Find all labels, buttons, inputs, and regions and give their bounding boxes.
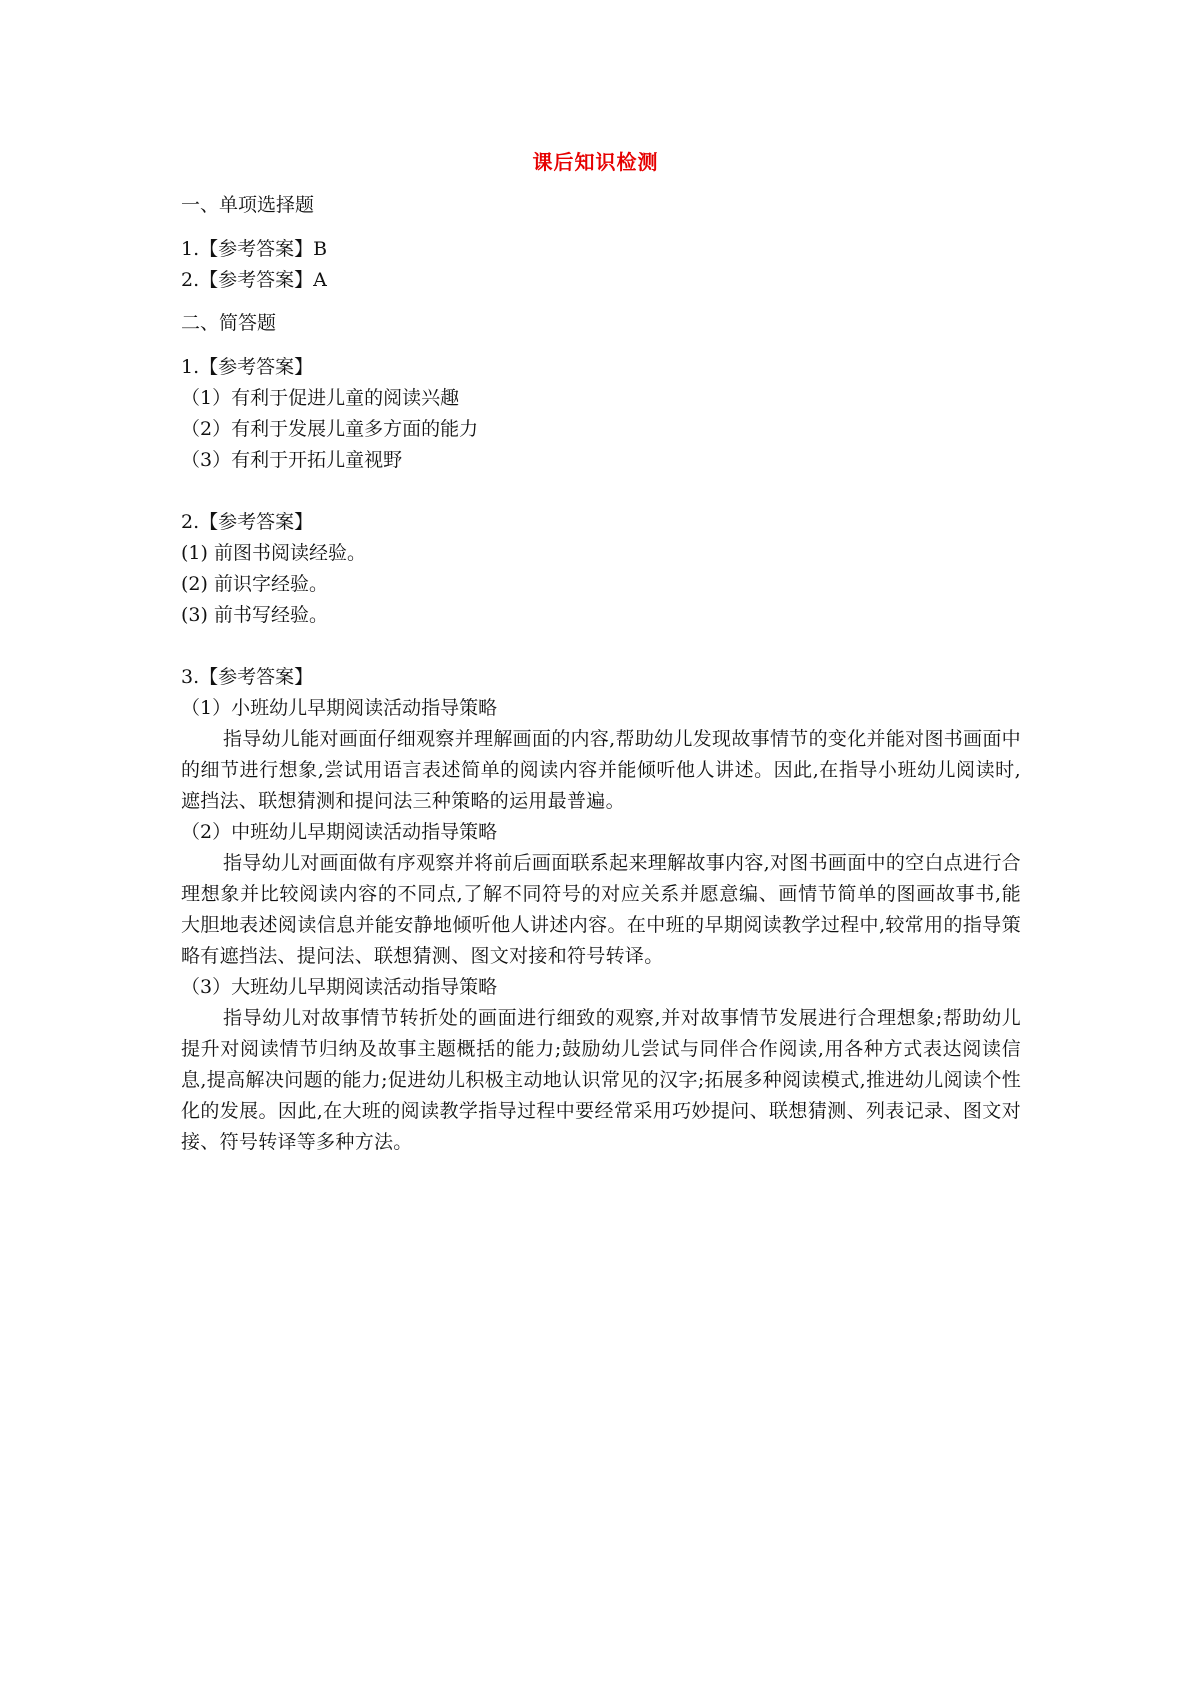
answer-item: (2) 前识字经验。	[181, 573, 328, 595]
document-body	[181, 190, 1021, 1158]
answer-label: 1.【参考答案】	[181, 356, 314, 378]
strategy-paragraph-large-class: 指导幼儿对故事情节转折处的画面进行细致的观察,并对故事情节发展进行合理想象;帮助幼儿提升对阅读情节归纳及故事主题概括的能力;鼓励幼儿尝试与同伴合作阅读,用各种方式表达阅读信息,提高解决问题的能力;促进幼儿积极主动地认识常见的汉字;拓展多种阅读模式,推进幼儿阅读个性化的发展。因此,在大班的阅读教学指导过程中要经常采用巧妙提问、联想猜测、列表记录、图文对接、符号转译等多种方法。	[181, 1007, 1021, 1153]
answer-item: (1) 前图书阅读经验。	[181, 542, 366, 564]
strategy-heading-middle-class: （2）中班幼儿早期阅读活动指导策略	[181, 821, 498, 843]
strategy-paragraph-middle-class: 指导幼儿对画面做有序观察并将前后画面联系起来理解故事内容,对图书画面中的空白点进行合理想象并比较阅读内容的不同点,了解不同符号的对应关系并愿意编、画情节简单的图画故事书,能大胆地表述阅读信息并能安静地倾听他人讲述内容。在中班的早期阅读教学过程中,较常用的指导策略有遮挡法、提问法、联想猜测、图文对接和符号转译。	[181, 852, 1021, 967]
answer-item: （3）有利于开拓儿童视野	[181, 449, 403, 471]
answer-item: (3) 前书写经验。	[181, 604, 328, 626]
spacer	[181, 476, 1021, 507]
answer-line: 1.【参考答案】B	[181, 238, 328, 260]
answer-item: （1）有利于促进儿童的阅读兴趣	[181, 387, 460, 409]
short-answer-q3	[181, 662, 1021, 1158]
answer-line: 2.【参考答案】A	[181, 269, 327, 291]
short-answer-q1	[181, 352, 1021, 476]
spacer	[181, 631, 1021, 662]
section-heading-single-choice: 一、单项选择题	[181, 194, 315, 216]
short-answer-q2	[181, 507, 1021, 631]
strategy-heading-small-class: （1）小班幼儿早期阅读活动指导策略	[181, 697, 498, 719]
single-choice-answers	[181, 234, 1021, 296]
section-heading-short-answer: 二、简答题	[181, 312, 277, 334]
strategy-heading-large-class: （3）大班幼儿早期阅读活动指导策略	[181, 976, 498, 998]
answer-label: 3.【参考答案】	[181, 666, 314, 688]
answer-label: 2.【参考答案】	[181, 511, 314, 533]
strategy-paragraph-small-class: 指导幼儿能对画面仔细观察并理解画面的内容,帮助幼儿发现故事情节的变化并能对图书画面中的细节进行想象,尝试用语言表述简单的阅读内容并能倾听他人讲述。因此,在指导小班幼儿阅读时,遮挡法、联想猜测和提问法三种策略的运用最普遍。	[181, 728, 1021, 812]
answer-item: （2）有利于发展儿童多方面的能力	[181, 418, 479, 440]
page-title: 课后知识检测	[532, 150, 659, 174]
